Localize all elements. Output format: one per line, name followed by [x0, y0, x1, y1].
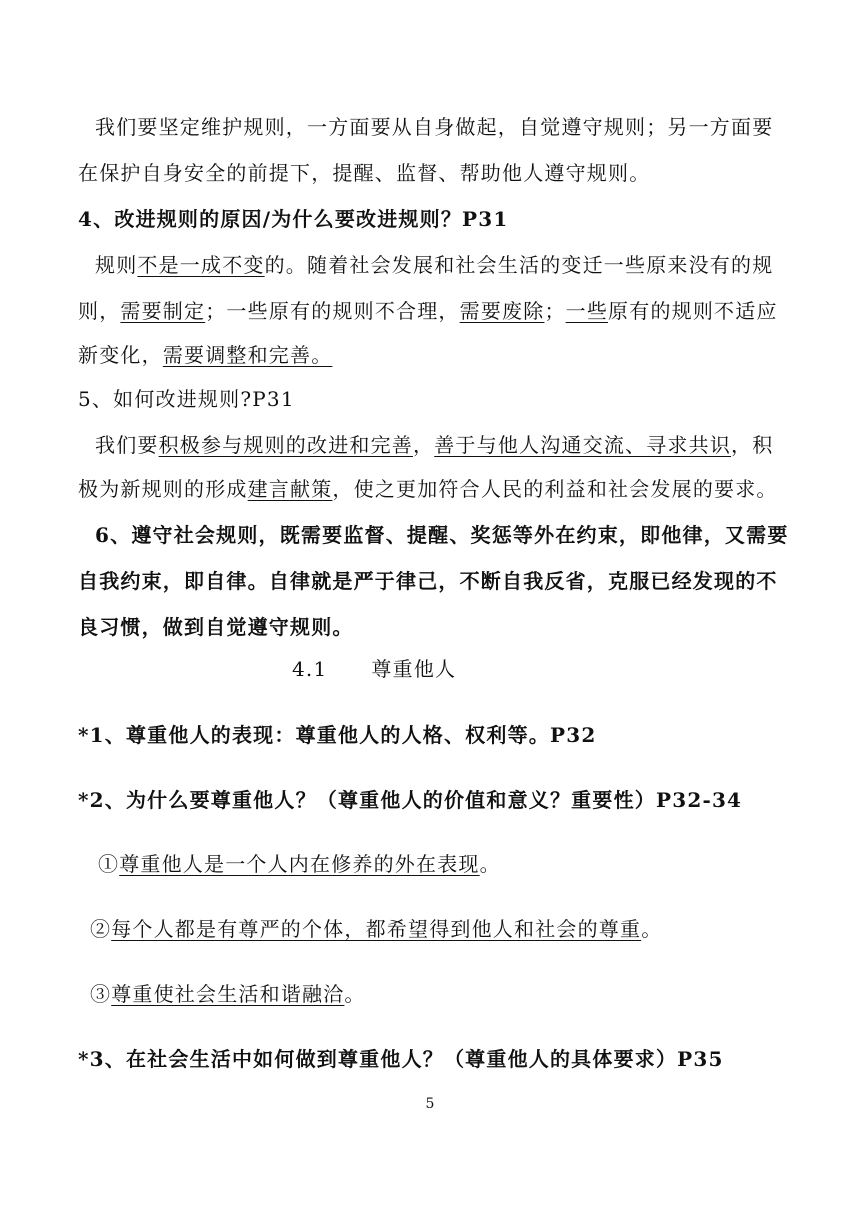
- list-item: ①尊重他人是一个人内在修养的外在表现。: [98, 852, 501, 876]
- bold-paragraph-line: 良习惯，做到自觉遵守规则。: [78, 615, 354, 639]
- question-heading: *1、尊重他人的表现：尊重他人的人格、权利等。P32: [78, 723, 597, 747]
- paragraph-line: 极为新规则的形成建言献策，使之更加符合人民的利益和社会发展的要求。: [78, 477, 778, 501]
- underlined-phrase: 建言献策: [247, 477, 333, 501]
- paragraph-line: 则，需要制定；一些原有的规则不合理，需要废除；一些原有的规则不适应: [78, 299, 778, 323]
- section-heading: 4、改进规则的原因/为什么要改进规则？P31: [78, 207, 509, 231]
- list-item: ②每个人都是有尊严的个体，都希望得到他人和社会的尊重。: [90, 917, 663, 941]
- underlined-phrase: 一些: [565, 299, 609, 323]
- question-heading: *2、为什么要尊重他人？（尊重他人的价值和意义？重要性）P32-34: [78, 788, 743, 812]
- question-heading: *3、在社会生活中如何做到尊重他人？（尊重他人的具体要求）P35: [78, 1047, 724, 1071]
- bold-paragraph-line: 6、遵守社会规则，既需要监督、提醒、奖惩等外在约束，即他律，又需要: [95, 523, 789, 547]
- underlined-phrase: 需要制定: [120, 299, 206, 323]
- section-heading: 5、如何改进规则?P31: [78, 387, 295, 411]
- paragraph-line: 规则不是一成不变的。随着社会发展和社会生活的变迁一些原来没有的规: [95, 253, 774, 277]
- underlined-phrase: 每个人都是有尊严的个体，都希望得到他人和社会的尊重: [111, 917, 642, 941]
- underlined-phrase: 需要调整和完善。: [162, 343, 333, 367]
- underlined-phrase: 善于与他人沟通交流、寻求共识: [434, 433, 732, 457]
- bold-paragraph-line: 自我约束，即自律。自律就是严于律己，不断自我反省，克服已经发现的不: [78, 569, 778, 593]
- paragraph-line: 新变化，需要调整和完善。: [78, 343, 333, 367]
- list-item: ③尊重使社会生活和谐融洽。: [90, 982, 366, 1006]
- lesson-number: 4.1: [292, 657, 328, 681]
- page-number: 5: [425, 1096, 435, 1112]
- underlined-phrase: 不是一成不变: [137, 253, 265, 277]
- underlined-phrase: 需要废除: [459, 299, 545, 323]
- lesson-name: 尊重他人: [371, 657, 457, 681]
- underlined-phrase: 积极参与规则的改进和完善: [158, 433, 414, 457]
- paragraph-line: 我们要坚定维护规则，一方面要从自身做起，自觉遵守规则；另一方面要: [95, 115, 774, 139]
- lesson-title: [292, 656, 456, 682]
- underlined-phrase: 尊重使社会生活和谐融洽: [111, 982, 345, 1006]
- paragraph-line: 在保护自身安全的前提下，提醒、监督、帮助他人遵守规则。: [78, 161, 651, 185]
- underlined-phrase: 尊重他人是一个人内在修养的外在表现: [119, 852, 480, 876]
- paragraph-line: 我们要积极参与规则的改进和完善，善于与他人沟通交流、寻求共识，积: [95, 433, 774, 457]
